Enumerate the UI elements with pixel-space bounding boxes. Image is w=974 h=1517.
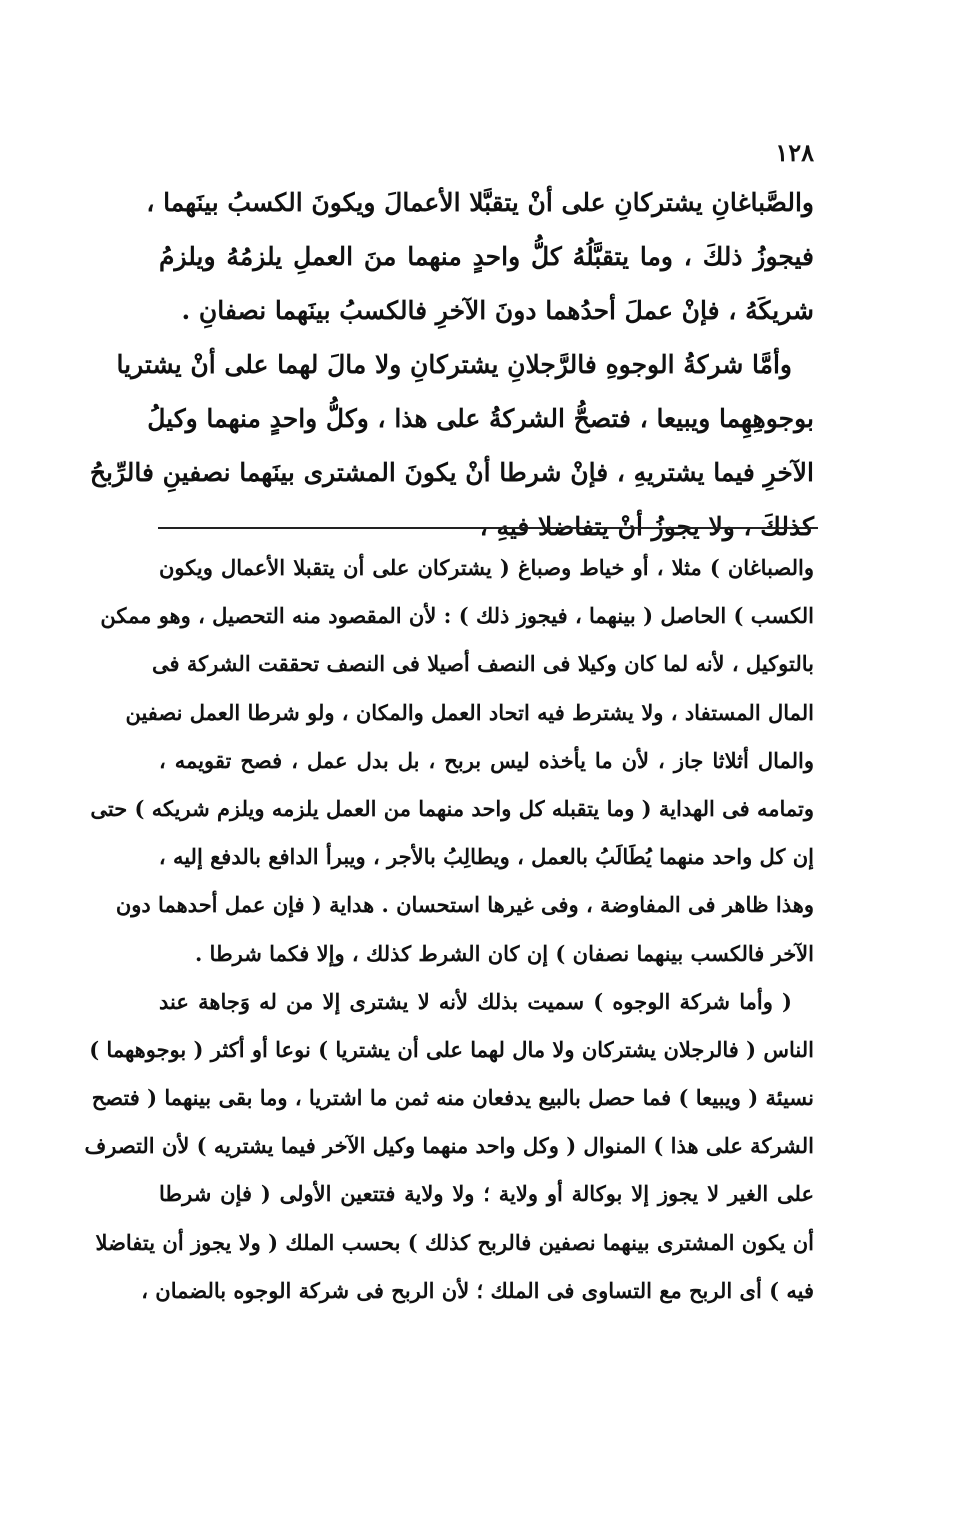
matn-line: والصَّباغانِ يشتركانِ على أنْ يتقبَّلا الأعمالَ ويكونَ الكسبُ بينَهما ، <box>146 188 814 217</box>
sharh-line: على الغير لا يجوز إلا بوكالة أو ولاية ؛ ولا ولاية فتتعين الأولى ( فإن شرطا <box>159 1181 814 1207</box>
sharh-line: بالتوكيل ، لأنه لما كان وكيلا فى النصف أصيلا فى النصف تحققت الشركة فى <box>151 651 814 677</box>
matn-line: كذلكَ ، ولا يجوزُ أنْ يتفاضلا فيهِ ، <box>479 512 814 541</box>
matn-line: فيجوزُ ذلكَ ، وما يتقبَّلُهُ كلُّ واحدٍ منهما منَ العملِ يلزمُهُ ويلزمُ <box>159 242 814 271</box>
sharh-line: أن يكون المشترى بينهما نصفين فالربح كذلك ) بحسب الملك ( ولا يجوز أن يتفاضلا <box>95 1229 814 1255</box>
page-number: ١٢٨ <box>775 138 814 167</box>
sharh-line: وهذا ظاهر فى المفاوضة ، وفى غيرها استحسان . هداية ( فإن عمل أحدهما دون <box>115 892 814 918</box>
sharh-line: وتمامه فى الهداية ( وما يتقبله كل واحد منهما من العمل يلزمه ويلزم شريكه ) حتى <box>90 795 814 821</box>
sharh-commentary-block <box>84 544 814 1315</box>
matn-line: الآخرِ فيما يشتريهِ ، فإنْ شرطا أنْ يكونَ المشترى بينَهما نصفينِ فالرِّبحُ <box>89 458 814 487</box>
sharh-line: المال المستفاد ، ولا يشترط فيه اتحاد العمل والمكان ، ولو شرطا العمل نصفين <box>125 699 814 725</box>
matn-text-block <box>89 176 814 554</box>
sharh-line: الآخر فالكسب بينهما نصفان ) إن كان الشرط كذلك ، وإلا فكما شرطا . <box>194 940 814 966</box>
sharh-line: والمال أثلاثا جاز ، لأن ما يأخذه ليس بربح ، بل بدل عمل ، فصح تقويمه ، <box>159 747 814 773</box>
matn-line: شريكَهُ ، فإنْ عملَ أحدُهما دونَ الآخرِ فالكسبُ بينَهما نصفانِ . <box>181 296 814 325</box>
sharh-line: الناس ( فالرجلان يشتركان ولا مال لهما على أن يشتريا ) نوعا أو أكثر ( بوجوههما ) <box>89 1036 814 1062</box>
sharh-line: الشركة على هذا ) المنوال ( وكل واحد منهما وكيل الآخر فيما يشتريه ) لأن التصرف <box>84 1133 814 1159</box>
sharh-line: نسيئة ( ويبيعا ) فما حصل بالبيع يدفعان منه ثمن ما اشتريا ، وما بقى بينهما ( فتصح <box>91 1085 814 1111</box>
matn-line: بوجوهِهِما ويبيعا ، فتصحُّ الشركةُ على هذا ، وكلُّ واحدٍ منهما وكيلُ <box>147 404 814 433</box>
matn-line: وأمَّا شركةُ الوجوهِ فالرَّجلانِ يشتركانِ ولا مالَ لهما على أنْ يشتريا <box>116 350 792 379</box>
section-divider <box>158 527 818 529</box>
sharh-line: ( وأما شركة الوجوه ) سميت بذلك لأنه لا يشترى إلا من له وَجاهة عند <box>159 988 792 1014</box>
sharh-line: والصباغان ) مثلا ، أو خياط وصباغ ( يشتركان على أن يتقبلا الأعمال ويكون <box>159 555 814 580</box>
sharh-line: فيه ) أى الربح مع التساوى فى الملك ؛ لأن الربح فى شركة الوجوه بالضمان ، <box>141 1277 814 1303</box>
sharh-line: إن كل واحد منهما يُطَالَبُ بالعمل ، ويطالِبُ بالأجر ، ويبرأ الدافع بالدفع إليه ، <box>158 844 814 870</box>
sharh-line: الكسب ) الحاصل ( بينهما ، فيجوز ذلك ) : لأن المقصود منه التحصيل ، وهو ممكن <box>100 603 814 629</box>
